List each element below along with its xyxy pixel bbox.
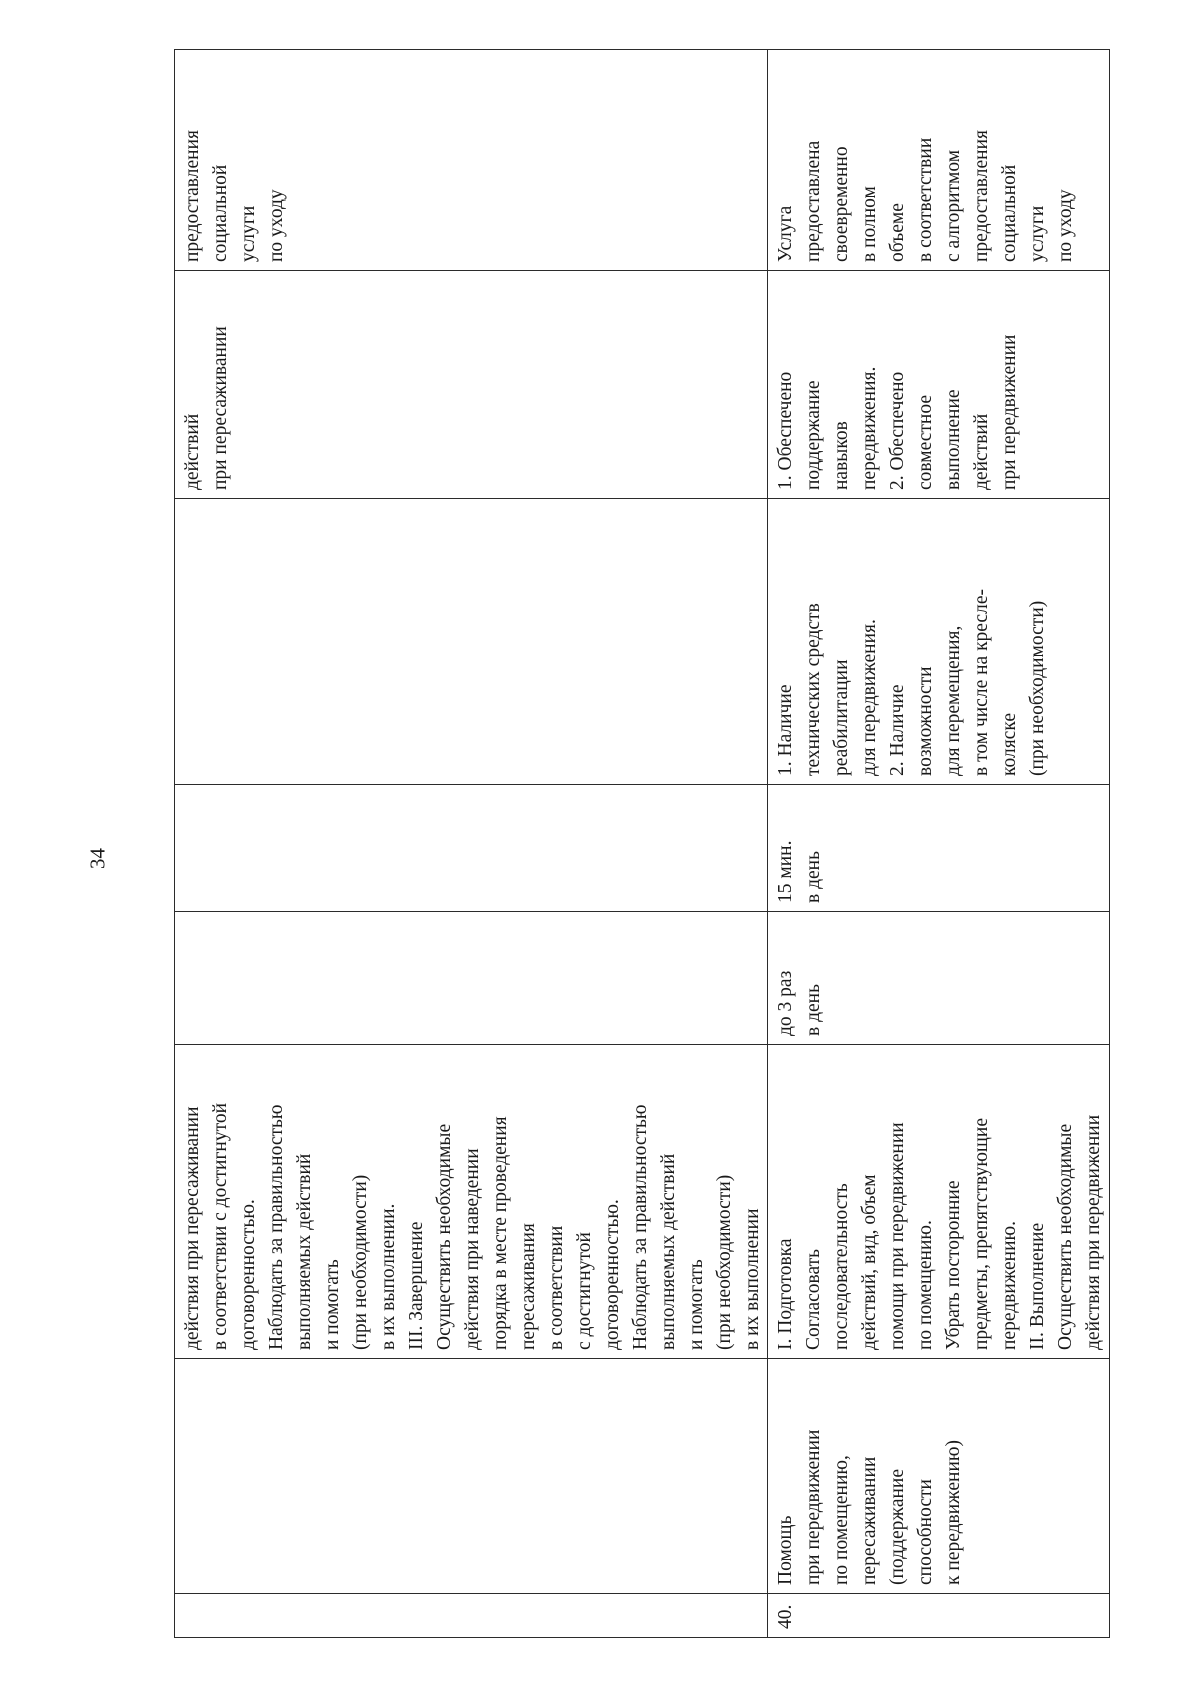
cell-result: действий при пересаживании [175,271,768,499]
table-row-continuation [175,50,768,1638]
cell-description: действия при пересаживании в соответствии с достигнутой договоренностью. Наблюдать за правильностью выполняемых действий и помогать (при необходимости) в их выполнении. III. Завершение Осуществить необходимые действия при наведении порядка в месте проведения пересаживания в соответствии с достигнутой договоренностью. Наблюдать за правильностью выполняемых действий и помогать (при необходимости) в их выполнении [175,1045,768,1359]
cell-frequency [175,912,768,1045]
cell-time [175,785,768,912]
table-row-40 [768,50,1110,1638]
cell-conditions [175,499,768,785]
cell-conditions: 1. Наличие технических средств реабилитации для передвижения. 2. Наличие возможности для перемещения, в том числе на кресле- коляске (при необходимости) [768,499,1110,785]
cell-service-name: Помощь при передвижении по помещению, пересаживании (поддержание способности к передвижению) [768,1359,1110,1594]
cell-number: 40. [768,1594,1110,1638]
cell-evaluation: Услуга предоставлена своевременно в полном объеме в соответствии с алгоритмом предоставления социальной услуги по уходу [768,50,1110,271]
cell-result: 1. Обеспечено поддержание навыков передвижения. 2. Обеспечено совместное выполнение действий при передвижении [768,271,1110,499]
rotated-table-container [174,50,1104,1638]
page-number: 34 [85,848,110,869]
cell-evaluation: предоставления социальной услуги по уходу [175,50,768,271]
cell-frequency: до 3 раз в день [768,912,1110,1045]
cell-time: 15 мин. в день [768,785,1110,912]
cell-number [175,1594,768,1638]
services-table [174,49,1110,1638]
cell-description: I. Подготовка Согласовать последовательность действий, вид, объем помощи при передвижении по помещению. Убрать посторонние предметы, препятствующие передвижению. II. Выполнение Осуществить необходимые действия при передвижении [768,1045,1110,1359]
cell-service-name [175,1359,768,1594]
